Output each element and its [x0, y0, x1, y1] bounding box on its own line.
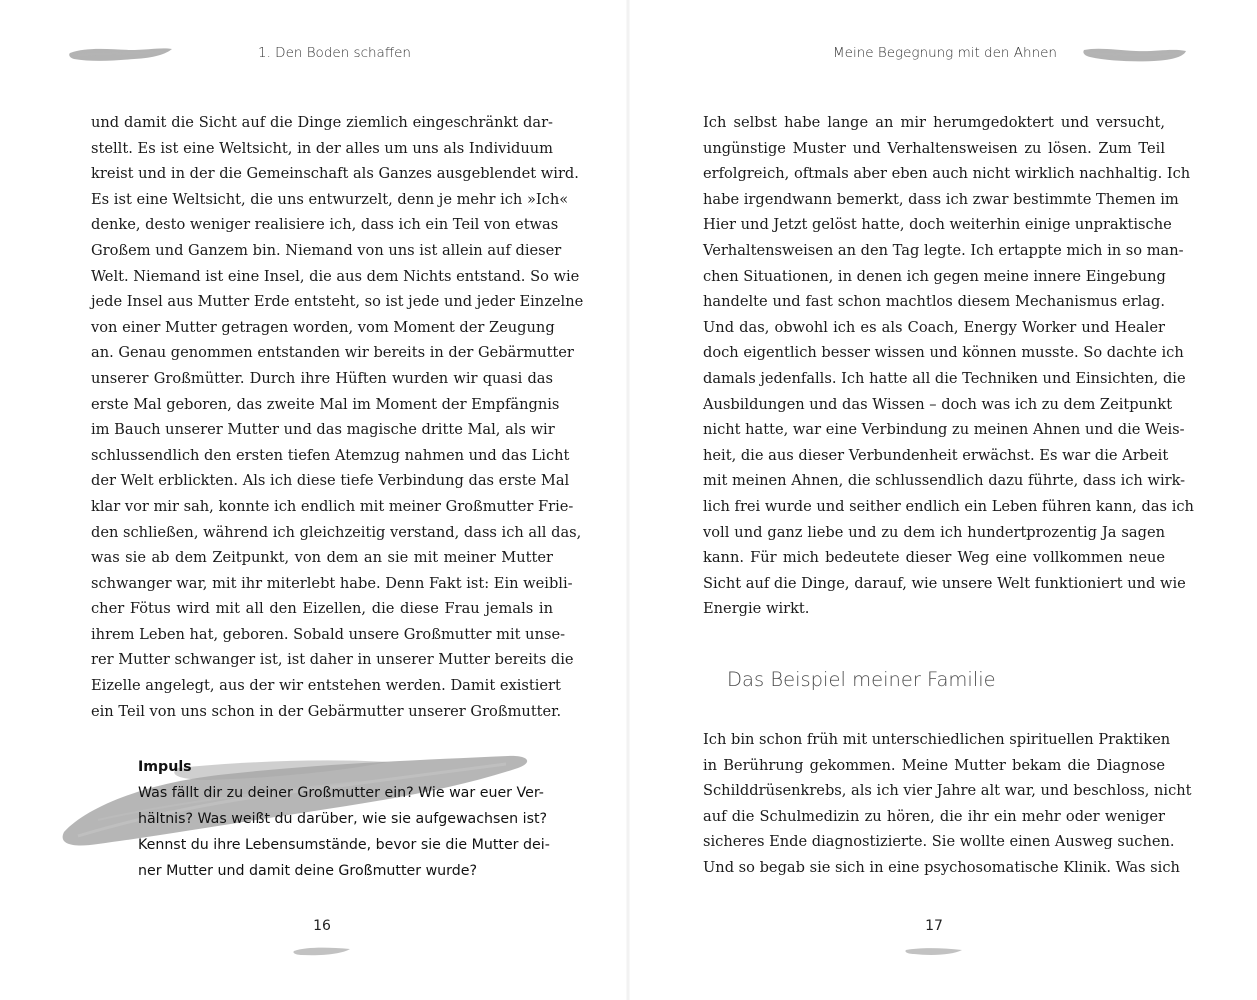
text-line: und damit die Sicht auf die Dinge ziemlich eingeschränkt dar- — [91, 114, 553, 131]
text-line: was sie ab dem Zeitpunkt, von dem an sie mit meiner Mutter — [91, 549, 553, 567]
text-line: schwanger war, mit ihr miterlebt habe. Denn Fakt ist: Ein weibli- — [91, 574, 573, 592]
text-line: Ich bin schon früh mit unterschiedlichen spirituellen Praktiken — [703, 731, 1171, 748]
text-line: Schilddrüsenkrebs, als ich vier Jahre alt war, und beschloss, nicht — [703, 782, 1192, 800]
text-line: kreist und in der die Gemeinschaft als Ganzes ausgeblendet wird. — [91, 165, 579, 183]
text-line: den schließen, während ich gleichzeitig verstand, dass ich all das, — [91, 523, 582, 541]
text-line: Und so begab sie sich in eine psychosomatische Klinik. Was sich — [703, 858, 1180, 876]
text-line: heit, die aus dieser Verbundenheit erwächst. Es war die Arbeit — [703, 446, 1169, 464]
text-line: Energie wirkt. — [703, 600, 810, 618]
text-line: der Welt erblickten. Als ich diese tiefe Verbindung das erste Mal — [91, 472, 570, 490]
running-head-right: Meine Begegnung mit den Ahnen — [833, 45, 1057, 61]
section-heading: Das Beispiel meiner Familie — [727, 668, 996, 691]
text-line: denke, desto weniger realisiere ich, dass ich ein Teil von etwas — [91, 216, 559, 234]
page-number-brush-left — [292, 944, 352, 958]
text-line: ein Teil von uns schon in der Gebärmutter unserer Großmutter. — [91, 702, 562, 720]
text-line: damals jedenfalls. Ich hatte all die Techniken und Einsichten, die — [703, 369, 1186, 387]
text-line: mit meinen Ahnen, die schlussendlich dazu führte, dass ich wirk- — [703, 472, 1186, 490]
text-line: ungünstige Muster und Verhaltensweisen zu lösen. Zum Teil — [703, 139, 1165, 157]
text-line: Ausbildungen und das Wissen – doch was ich zu dem Zeitpunkt — [703, 395, 1173, 413]
text-line: sicheres Ende diagnostizierte. Sie wollte einen Ausweg suchen. — [703, 833, 1175, 851]
page-number-left: 16 — [313, 918, 331, 934]
text-line: Großem und Ganzem bin. Niemand von uns ist allein auf dieser — [91, 241, 562, 259]
text-line: von einer Mutter getragen worden, vom Moment der Zeugung — [91, 318, 555, 336]
book-gutter — [626, 0, 630, 1000]
text-line: voll und ganz liebe und zu dem ich hundertprozentig Ja sagen — [703, 523, 1165, 541]
text-line: schlussendlich den ersten tiefen Atemzug nahmen und das Licht — [91, 446, 570, 464]
header-brush-stroke-left — [68, 44, 174, 66]
right-body-text-top — [703, 110, 1194, 622]
text-line: Ich selbst habe lange an mir herumgedoktert und versucht, — [703, 114, 1165, 131]
text-line: jede Insel aus Mutter Erde entsteht, so ist jede und jeder Einzelne — [91, 293, 584, 311]
text-line: Verhaltensweisen an den Tag legte. Ich ertappte mich in so man- — [703, 241, 1184, 259]
text-line: Hier und Jetzt gelöst hatte, doch weiterhin einige unpraktische — [703, 216, 1172, 234]
text-line: nicht hatte, war eine Verbindung zu meinen Ahnen und die Weis- — [703, 421, 1185, 439]
text-line: Eizelle angelegt, aus der wir entstehen werden. Damit existiert — [91, 677, 561, 695]
left-body-text — [91, 110, 584, 724]
running-head-left: 1. Den Boden schaffen — [258, 45, 411, 61]
impuls-line: Kennst du ihre Lebensumstände, bevor sie die Mutter dei- — [138, 837, 550, 853]
text-line: handelte und fast schon machtlos diesem Mechanismus erlag. — [703, 293, 1165, 311]
page-number-brush-right — [904, 944, 964, 958]
text-line: in Berührung gekommen. Meine Mutter bekam die Diagnose — [703, 756, 1165, 774]
text-line: erfolgreich, oftmals aber eben auch nicht wirklich nachhaltig. Ich — [703, 165, 1191, 183]
text-line: Und das, obwohl ich es als Coach, Energy Worker und Healer — [703, 318, 1165, 336]
impuls-line: ner Mutter und damit deine Großmutter wurde? — [138, 863, 478, 879]
text-line: erste Mal geboren, das zweite Mal im Moment der Empfängnis — [91, 395, 560, 413]
text-line: auf die Schulmedizin zu hören, die ihr ein mehr oder weniger — [703, 807, 1165, 825]
right-body-text-bottom — [703, 727, 1192, 881]
page-number-right: 17 — [925, 918, 943, 934]
text-line: unserer Großmütter. Durch ihre Hüften wurden wir quasi das — [91, 369, 553, 387]
text-line: im Bauch unserer Mutter und das magische dritte Mal, als wir — [91, 421, 555, 439]
text-line: habe irgendwann bemerkt, dass ich zwar bestimmte Themen im — [703, 190, 1179, 208]
text-line: doch eigentlich besser wissen und können musste. So dachte ich — [703, 344, 1184, 362]
text-line: chen Situationen, in denen ich gegen meine innere Eingebung — [703, 267, 1166, 285]
text-line: lich frei wurde und seither endlich ein Leben führen kann, das ich — [703, 497, 1194, 515]
text-line: stellt. Es ist eine Weltsicht, in der alles um uns als Individuum — [91, 139, 553, 157]
text-line: klar vor mir sah, konnte ich endlich mit meiner Großmutter Frie- — [91, 497, 574, 515]
text-line: Welt. Niemand ist eine Insel, die aus dem Nichts entstand. So wie — [91, 267, 580, 285]
impuls-title: Impuls — [138, 759, 192, 775]
text-line: Sicht auf die Dinge, darauf, wie unsere Welt funktioniert und wie — [703, 574, 1186, 592]
text-line: ihrem Leben hat, geboren. Sobald unsere Großmutter mit unse- — [91, 625, 566, 643]
text-line: rer Mutter schwanger ist, ist daher in unserer Mutter bereits die — [91, 651, 574, 669]
impuls-box — [138, 754, 550, 884]
text-line: Es ist eine Weltsicht, die uns entwurzelt, denn je mehr ich »Ich« — [91, 190, 569, 208]
text-line: cher Fötus wird mit all den Eizellen, die diese Frau jemals in — [91, 600, 553, 618]
impuls-line: hältnis? Was weißt du darüber, wie sie aufgewachsen ist? — [138, 811, 548, 827]
impuls-line: Was fällt dir zu deiner Großmutter ein? Wie war euer Ver- — [138, 785, 544, 801]
header-brush-stroke-right — [1082, 44, 1188, 66]
text-line: kann. Für mich bedeutete dieser Weg eine vollkommen neue — [703, 549, 1165, 567]
text-line: an. Genau genommen entstanden wir bereits in der Gebärmutter — [91, 344, 574, 362]
